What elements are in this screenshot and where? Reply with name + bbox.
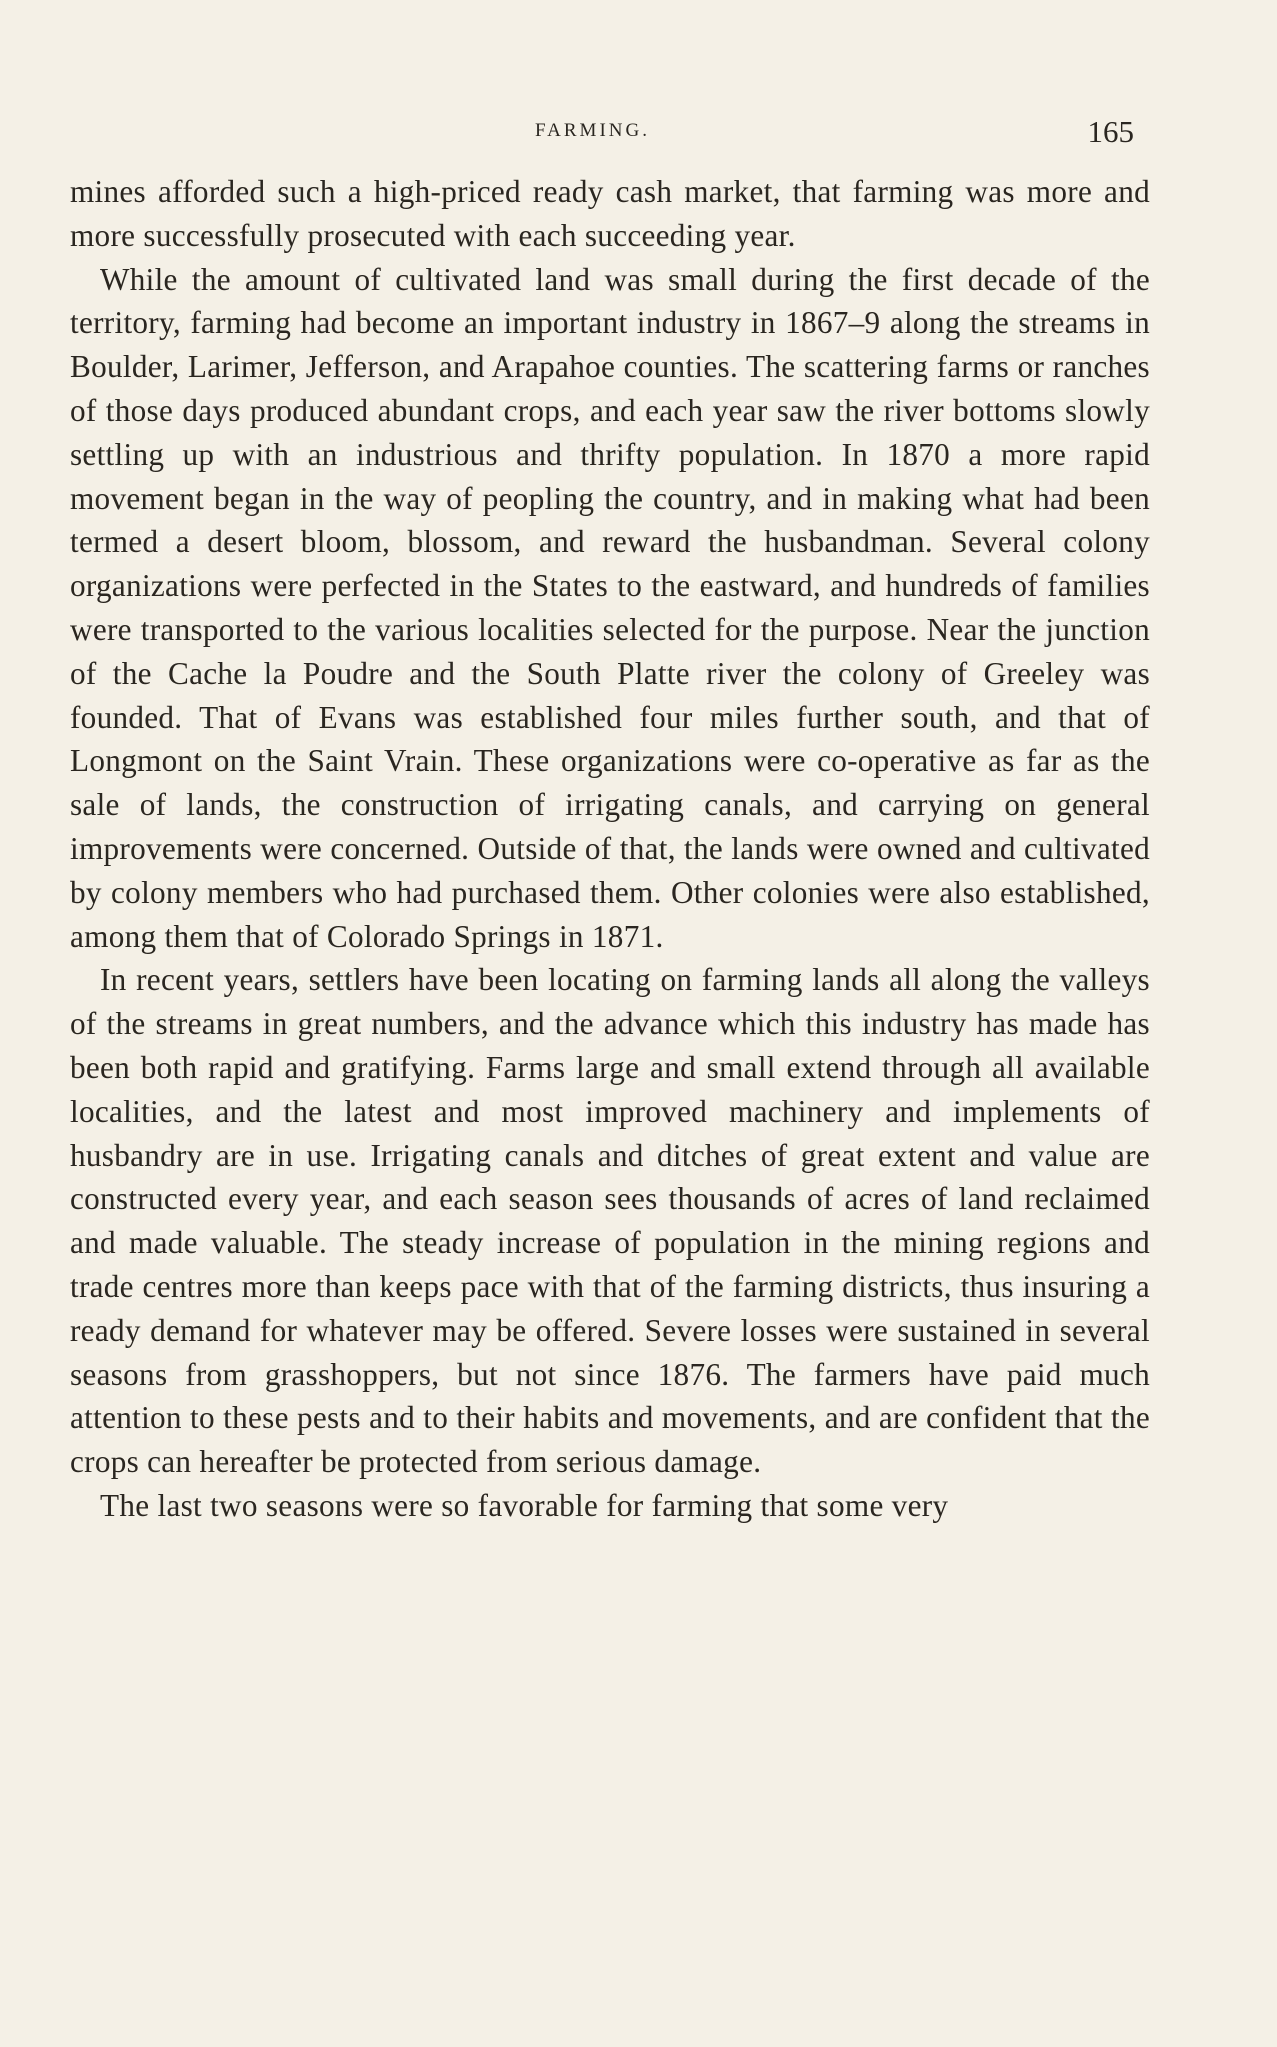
paragraph-last-two-seasons: The last two seasons were so favorable for farming that some very: [100, 1487, 949, 1523]
body-text: [70, 170, 1150, 1528]
book-page: [70, 110, 1150, 1528]
page-header: [70, 110, 1150, 170]
paragraph-continuation: mines afforded such a high-priced ready cash market, that farming was more and more successfully prosecuted with each succeeding year.: [70, 174, 1150, 253]
paragraph-cultivated-land: While the amount of cultivated land was small during the first decade of the territory, farming had become an important industry in 1867–9 along the streams in Boulder, Larimer, Jefferson, and Arapahoe counties. The scattering farms or ranches of those days produced abundant crops, and each year saw the river bottoms slowly settling up with an industrious and thrifty population. In 1870 a more rapid movement began in the way of peopling the country, and in making what had been termed a desert bloom, blossom, and reward the husbandman. Several colony organizations were perfected in the States to the eastward, and hundreds of families were transported to the various localities selected for the purpose. Near the junction of the Cache la Poudre and the South Platte river the colony of Greeley was founded. That of Evans was established four miles further south, and that of Longmont on the Saint Vrain. These organizations were co-operative as far as the sale of lands, the construction of irrigating canals, and carrying on general improvements were concerned. Outside of that, the lands were owned and cultivated by colony members who had purchased them. Other colonies were also established, among them that of Colorado Springs in 1871.: [70, 261, 1150, 954]
page-number: 165: [1087, 114, 1134, 149]
running-title: FARMING.: [535, 120, 650, 141]
paragraph-recent-years: In recent years, settlers have been locating on farming lands all along the valleys of the streams in great numbers, and the advance which this industry has made has been both rapid and gratifying. Farms large and small extend through all available localities, and the latest and most improved machinery and implements of husbandry are in use. Irrigating canals and ditches of great extent and value are constructed every year, and each season sees thousands of acres of land reclaimed and made valuable. The steady increase of population in the mining regions and trade centres more than keeps pace with that of the farming districts, thus insuring a ready demand for whatever may be offered. Severe losses were sustained in several seasons from grasshoppers, but not since 1876. The farmers have paid much attention to these pests and to their habits and movements, and are confident that the crops can hereafter be protected from serious damage.: [70, 962, 1150, 1480]
